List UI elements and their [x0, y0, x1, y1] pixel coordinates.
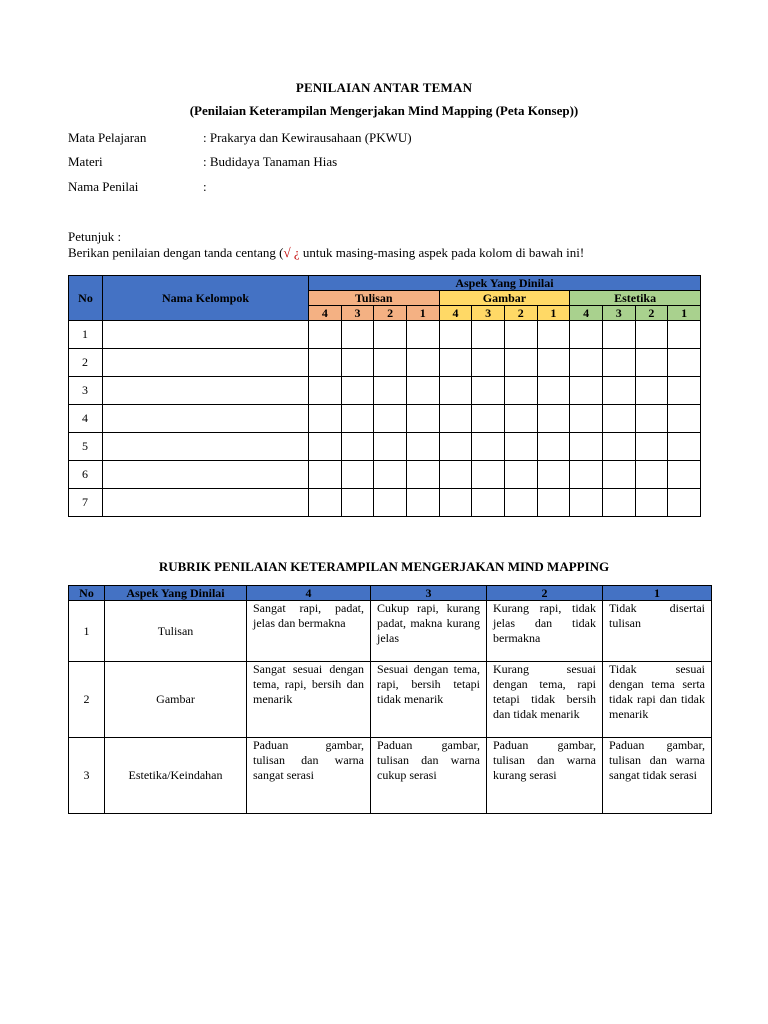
- score-cell[interactable]: [309, 489, 342, 517]
- score-cell[interactable]: [439, 405, 472, 433]
- score-header: 2: [504, 306, 537, 321]
- score-cell[interactable]: [341, 321, 374, 349]
- table-row: [69, 461, 701, 489]
- score-cell[interactable]: [504, 489, 537, 517]
- score-cell[interactable]: [374, 377, 407, 405]
- score-cell[interactable]: [570, 349, 603, 377]
- instructions-text: [68, 245, 584, 261]
- row-number: 3: [69, 377, 103, 405]
- score-cell[interactable]: [504, 433, 537, 461]
- column-header-aspects: Aspek Yang Dinilai: [309, 276, 701, 291]
- score-cell[interactable]: [406, 405, 439, 433]
- score-header: 4: [439, 306, 472, 321]
- score-header: 1: [537, 306, 570, 321]
- score-cell[interactable]: [309, 349, 342, 377]
- meta-value: : Prakarya dan Kewirausahaan (PKWU): [203, 130, 412, 145]
- score-cell[interactable]: [602, 321, 635, 349]
- score-cell[interactable]: [406, 461, 439, 489]
- instructions-text-before: Berikan penilaian dengan tanda centang (: [68, 245, 284, 260]
- score-cell[interactable]: [472, 321, 505, 349]
- score-cell[interactable]: [570, 489, 603, 517]
- score-cell[interactable]: [341, 349, 374, 377]
- meta-label: Nama Penilai: [68, 179, 139, 194]
- score-cell[interactable]: [537, 405, 570, 433]
- aspect-header-gambar: Gambar: [439, 291, 570, 306]
- group-name-cell[interactable]: [103, 461, 309, 489]
- rubric-table: [68, 585, 712, 814]
- score-cell[interactable]: [570, 433, 603, 461]
- rubric-criteria-2: Kurang rapi, tidak jelas dan tidak bermakna: [487, 601, 603, 662]
- score-header: 1: [406, 306, 439, 321]
- score-cell[interactable]: [309, 461, 342, 489]
- score-header: 2: [635, 306, 668, 321]
- score-header: 3: [472, 306, 505, 321]
- rubric-criteria-4: Sangat sesuai dengan tema, rapi, bersih dan menarik: [247, 662, 371, 738]
- score-cell[interactable]: [374, 321, 407, 349]
- rubric-header-score-2: 2: [487, 586, 603, 601]
- score-cell[interactable]: [602, 461, 635, 489]
- score-cell[interactable]: [570, 377, 603, 405]
- row-number: 4: [69, 405, 103, 433]
- score-cell[interactable]: [537, 321, 570, 349]
- score-cell[interactable]: [537, 433, 570, 461]
- score-cell[interactable]: [439, 433, 472, 461]
- rubric-row-no: 3: [69, 738, 105, 814]
- score-header: 2: [374, 306, 407, 321]
- score-cell[interactable]: [570, 405, 603, 433]
- score-cell[interactable]: [504, 461, 537, 489]
- score-cell[interactable]: [406, 489, 439, 517]
- score-cell[interactable]: [439, 321, 472, 349]
- score-cell[interactable]: [537, 489, 570, 517]
- score-cell[interactable]: [504, 377, 537, 405]
- score-header: 1: [668, 306, 701, 321]
- rubric-title: RUBRIK PENILAIAN KETERAMPILAN MENGERJAKAN MIND MAPPING: [158, 559, 610, 574]
- score-cell[interactable]: [472, 377, 505, 405]
- score-cell[interactable]: [406, 349, 439, 377]
- instructions-label: Petunjuk :: [68, 229, 122, 244]
- rubric-criteria-4: Sangat rapi, padat, jelas dan bermakna: [247, 601, 371, 662]
- score-cell[interactable]: [309, 377, 342, 405]
- rubric-row-no: 2: [69, 662, 105, 738]
- score-cell[interactable]: [635, 489, 668, 517]
- score-cell[interactable]: [602, 377, 635, 405]
- score-cell[interactable]: [602, 349, 635, 377]
- score-cell[interactable]: [439, 489, 472, 517]
- rubric-row: [69, 601, 712, 662]
- row-number: 6: [69, 461, 103, 489]
- rubric-criteria-3: Paduan gambar, tulisan dan warna cukup serasi: [371, 738, 487, 814]
- score-cell[interactable]: [668, 321, 701, 349]
- score-cell[interactable]: [406, 321, 439, 349]
- score-cell[interactable]: [537, 349, 570, 377]
- score-cell[interactable]: [472, 433, 505, 461]
- row-number: 1: [69, 321, 103, 349]
- rubric-criteria-2: Kurang sesuai dengan tema, rapi tetapi tidak bersih dan tidak menarik: [487, 662, 603, 738]
- rubric-criteria-2: Paduan gambar, tulisan dan warna kurang serasi: [487, 738, 603, 814]
- group-name-cell[interactable]: [103, 433, 309, 461]
- score-cell[interactable]: [341, 405, 374, 433]
- rubric-row-no: 1: [69, 601, 105, 662]
- score-header: 4: [309, 306, 342, 321]
- score-cell[interactable]: [668, 489, 701, 517]
- score-header: 3: [341, 306, 374, 321]
- rubric-header-score-4: 4: [247, 586, 371, 601]
- score-cell[interactable]: [635, 461, 668, 489]
- score-cell[interactable]: [668, 377, 701, 405]
- score-cell[interactable]: [668, 349, 701, 377]
- table-row: [69, 405, 701, 433]
- table-row: [69, 489, 701, 517]
- aspect-header-tulisan: Tulisan: [309, 291, 440, 306]
- row-number: 7: [69, 489, 103, 517]
- score-cell[interactable]: [504, 405, 537, 433]
- page-subtitle: (Penilaian Keterampilan Mengerjakan Mind Mapping (Peta Konsep)): [189, 103, 579, 118]
- rubric-header-score-1: 1: [603, 586, 712, 601]
- score-cell[interactable]: [602, 489, 635, 517]
- score-cell[interactable]: [635, 377, 668, 405]
- instructions-text-after: untuk masing-masing aspek pada kolom di bawah ini!: [299, 245, 585, 260]
- column-header-group-name: Nama Kelompok: [103, 276, 309, 321]
- rubric-criteria-1: Paduan gambar, tulisan dan warna sangat tidak serasi: [603, 738, 712, 814]
- score-cell[interactable]: [472, 349, 505, 377]
- rubric-row-aspect: Estetika/Keindahan: [105, 738, 247, 814]
- score-cell[interactable]: [635, 349, 668, 377]
- score-cell[interactable]: [472, 405, 505, 433]
- score-header: 3: [602, 306, 635, 321]
- score-cell[interactable]: [309, 405, 342, 433]
- score-cell[interactable]: [472, 489, 505, 517]
- rubric-header-score-3: 3: [371, 586, 487, 601]
- assessment-table: [68, 275, 701, 517]
- score-cell[interactable]: [341, 461, 374, 489]
- rubric-row-aspect: Gambar: [105, 662, 247, 738]
- meta-label: Materi: [68, 154, 103, 169]
- score-cell[interactable]: [406, 377, 439, 405]
- table-row: [69, 349, 701, 377]
- score-cell[interactable]: [309, 321, 342, 349]
- score-cell[interactable]: [341, 433, 374, 461]
- score-cell[interactable]: [602, 433, 635, 461]
- rubric-criteria-1: Tidak sesuai dengan tema serta tidak rapi dan tidak menarik: [603, 662, 712, 738]
- rubric-row: [69, 738, 712, 814]
- meta-label: Mata Pelajaran: [68, 130, 147, 145]
- rubric-header-aspect: Aspek Yang Dinilai: [105, 586, 247, 601]
- score-cell[interactable]: [635, 405, 668, 433]
- score-cell[interactable]: [374, 405, 407, 433]
- score-cell[interactable]: [635, 321, 668, 349]
- score-cell[interactable]: [504, 349, 537, 377]
- score-cell[interactable]: [570, 321, 603, 349]
- score-cell[interactable]: [668, 461, 701, 489]
- table-row: [69, 433, 701, 461]
- score-cell[interactable]: [309, 433, 342, 461]
- rubric-criteria-3: Sesuai dengan tema, rapi, bersih tetapi tidak menarik: [371, 662, 487, 738]
- group-name-cell[interactable]: [103, 489, 309, 517]
- rubric-criteria-1: Tidak disertai tulisan: [603, 601, 712, 662]
- score-cell[interactable]: [668, 433, 701, 461]
- rubric-criteria-4: Paduan gambar, tulisan dan warna sangat serasi: [247, 738, 371, 814]
- score-cell[interactable]: [374, 433, 407, 461]
- group-name-cell[interactable]: [103, 321, 309, 349]
- column-header-no: No: [69, 276, 103, 321]
- assessment-table-body: [69, 321, 701, 517]
- score-cell[interactable]: [570, 461, 603, 489]
- score-cell[interactable]: [374, 349, 407, 377]
- table-row: [69, 377, 701, 405]
- score-cell[interactable]: [341, 489, 374, 517]
- score-cell[interactable]: [602, 405, 635, 433]
- group-name-cell[interactable]: [103, 377, 309, 405]
- aspect-header-estetika: Estetika: [570, 291, 701, 306]
- score-cell[interactable]: [374, 489, 407, 517]
- group-name-cell[interactable]: [103, 405, 309, 433]
- checkmark-icon: √ ¿: [283, 245, 300, 260]
- rubric-row-aspect: Tulisan: [105, 601, 247, 662]
- score-cell[interactable]: [504, 321, 537, 349]
- meta-value: :: [203, 179, 207, 194]
- score-cell[interactable]: [341, 377, 374, 405]
- group-name-cell[interactable]: [103, 349, 309, 377]
- score-cell[interactable]: [537, 377, 570, 405]
- page-title: PENILAIAN ANTAR TEMAN: [295, 80, 473, 95]
- meta-value: : Budidaya Tanaman Hias: [203, 154, 338, 169]
- table-row: [69, 321, 701, 349]
- score-cell[interactable]: [439, 461, 472, 489]
- rubric-header-no: No: [69, 586, 105, 601]
- rubric-criteria-3: Cukup rapi, kurang padat, makna kurang jelas: [371, 601, 487, 662]
- score-cell[interactable]: [668, 405, 701, 433]
- score-cell[interactable]: [374, 461, 407, 489]
- score-cell[interactable]: [472, 461, 505, 489]
- row-number: 2: [69, 349, 103, 377]
- score-cell[interactable]: [635, 433, 668, 461]
- score-cell[interactable]: [439, 377, 472, 405]
- score-cell[interactable]: [439, 349, 472, 377]
- row-number: 5: [69, 433, 103, 461]
- score-header: 4: [570, 306, 603, 321]
- rubric-row: [69, 662, 712, 738]
- score-cell[interactable]: [406, 433, 439, 461]
- score-cell[interactable]: [537, 461, 570, 489]
